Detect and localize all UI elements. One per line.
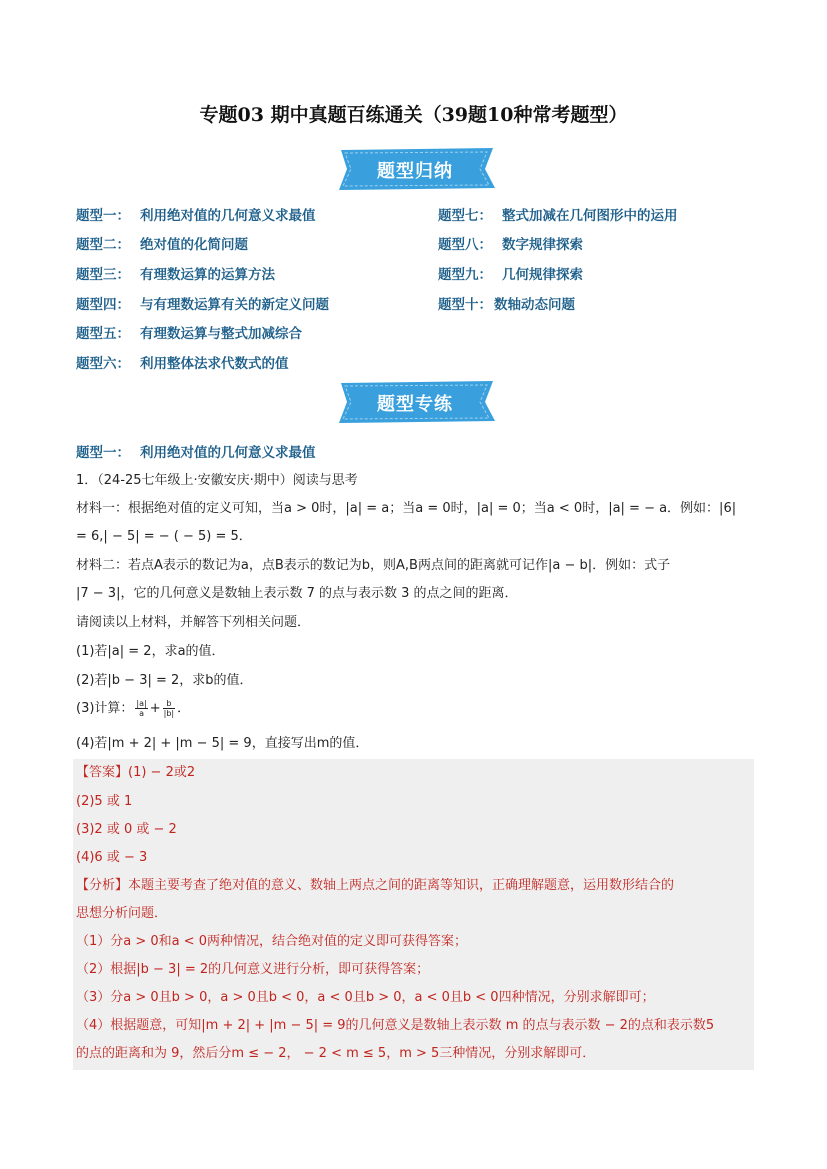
material-one-line1: 材料一：根据绝对值的定义可知，当a > 0时，|a| = a；当a = 0时，|a| = 0；当a < 0时，|a| = − a．例如：|6| <box>76 501 737 516</box>
material-two-line2: |7 − 3|，它的几何意义是数轴上表示数 7 的点与表示数 3 的点之间的距离． <box>76 586 518 601</box>
toc-item-label: 利用绝对值的几何意义求最值 <box>140 208 316 224</box>
toc-item-number: 题型三： <box>76 267 130 283</box>
toc-item-label: 数字规律探索 <box>502 237 583 253</box>
solution-step-2: （2）根据|b − 3| = 2的几何意义进行分析，即可获得答案； <box>76 962 430 977</box>
analysis-line-1: 【分析】本题主要考查了绝对值的意义、数轴上两点之间的距离等知识，正确理解题意，运用数形结合的 <box>76 878 675 893</box>
answer-line-4: (4)6 或 − 3 <box>76 850 148 865</box>
material-two-line1: 材料二：若点A表示的数记为a，点B表示的数记为b，则A,B两点间的距离就可记作|a − b|．例如：式子 <box>76 558 671 573</box>
banner-practice-label: 题型专练 <box>377 394 453 415</box>
toc-item-label: 利用整体法求代数式的值 <box>140 356 289 372</box>
material-one-line2: = 6,| − 5| = − ( − 5) = 5． <box>76 529 252 544</box>
fraction-numerator: b <box>163 699 175 709</box>
question-part-2: (2)若|b − 3| = 2，求b的值． <box>76 673 253 688</box>
toc-item-9[interactable] <box>438 263 583 283</box>
toc-item-number: 题型一： <box>76 208 130 224</box>
toc-item-number: 题型四： <box>76 297 130 313</box>
fraction-b-over-abs-b <box>163 699 175 718</box>
fraction-numerator: |a| <box>136 699 147 708</box>
solution-step-1: （1）分a > 0和a < 0两种情况，结合绝对值的定义即可获得答案； <box>76 934 468 949</box>
toc-item-number: 题型七： <box>438 208 492 224</box>
solution-step-4-line1: （4）根据题意，可知|m + 2| + |m − 5| = 9的几何意义是数轴上表示数 m 的点与表示数 − 2的点和表示数5 <box>76 1018 715 1033</box>
toc-item-number: 题型六： <box>76 356 130 372</box>
plus-sign: + <box>149 701 161 716</box>
solution-step-4-line2: 的点的距离和为 9，然后分m ≤ − 2， − 2 < m ≤ 5，m > 5三种情况，分别求解即可． <box>76 1046 596 1061</box>
part3-suffix: ． <box>177 701 191 716</box>
toc-item-3[interactable] <box>76 263 275 283</box>
toc-item-label: 有理数运算的运算方法 <box>140 267 275 283</box>
toc-item-label: 整式加减在几何图形中的运用 <box>502 208 678 224</box>
toc-item-number: 题型九： <box>438 267 492 283</box>
toc-item-label: 有理数运算与整式加减综合 <box>140 326 302 342</box>
toc-item-number: 题型十： <box>438 297 492 313</box>
analysis-line-2: 思想分析问题． <box>76 906 168 921</box>
toc-item-number: 题型五： <box>76 326 130 342</box>
section-title: 利用绝对值的几何意义求最值 <box>140 445 316 461</box>
answer-line-1: 【答案】(1) − 2或2 <box>76 765 196 780</box>
fraction-abs-a-over-a <box>135 699 147 718</box>
toc-item-1[interactable] <box>76 204 316 224</box>
toc-item-6[interactable] <box>76 352 289 372</box>
toc-item-10[interactable] <box>438 293 575 313</box>
question-intro: 1．（24-25七年级上·安徽安庆·期中）阅读与思考 <box>76 473 358 488</box>
toc-item-2[interactable] <box>76 233 248 253</box>
answer-line-3: (3)2 或 0 或 − 2 <box>76 822 177 837</box>
part3-prefix: (3)计算： <box>76 701 134 716</box>
toc-item-4[interactable] <box>76 293 329 313</box>
banner-summary-label: 题型归纳 <box>377 161 453 182</box>
fraction-denominator: a <box>139 709 145 718</box>
toc-item-label: 数轴动态问题 <box>494 297 575 313</box>
page-title: 专题03 期中真题百练通关（39题10种常考题型） <box>199 104 628 126</box>
toc-item-7[interactable] <box>438 204 678 224</box>
question-part-3 <box>76 697 190 718</box>
fraction-denominator: |b| <box>163 709 175 718</box>
toc-item-8[interactable] <box>438 233 583 253</box>
toc-item-number: 题型八： <box>438 237 492 253</box>
toc-item-label: 与有理数运算有关的新定义问题 <box>140 297 329 313</box>
toc-item-label: 绝对值的化简问题 <box>140 237 248 253</box>
banner-practice <box>335 381 495 423</box>
section-number: 题型一： <box>76 445 130 461</box>
section-heading <box>76 441 316 461</box>
question-part-4: (4)若|m + 2| + |m − 5| = 9，直接写出m的值． <box>76 736 369 751</box>
toc-item-label: 几何规律探索 <box>502 267 583 283</box>
toc-item-5[interactable] <box>76 322 302 342</box>
solution-step-3: （3）分a > 0且b > 0，a > 0且b < 0，a < 0且b > 0，a < 0且b < 0四种情况，分别求解即可； <box>76 990 655 1005</box>
answer-line-2: (2)5 或 1 <box>76 794 133 809</box>
question-part-1: (1)若|a| = 2，求a的值． <box>76 644 225 659</box>
banner-summary <box>335 148 495 190</box>
toc-item-number: 题型二： <box>76 237 130 253</box>
question-prompt: 请阅读以上材料，并解答下列相关问题． <box>76 615 311 630</box>
